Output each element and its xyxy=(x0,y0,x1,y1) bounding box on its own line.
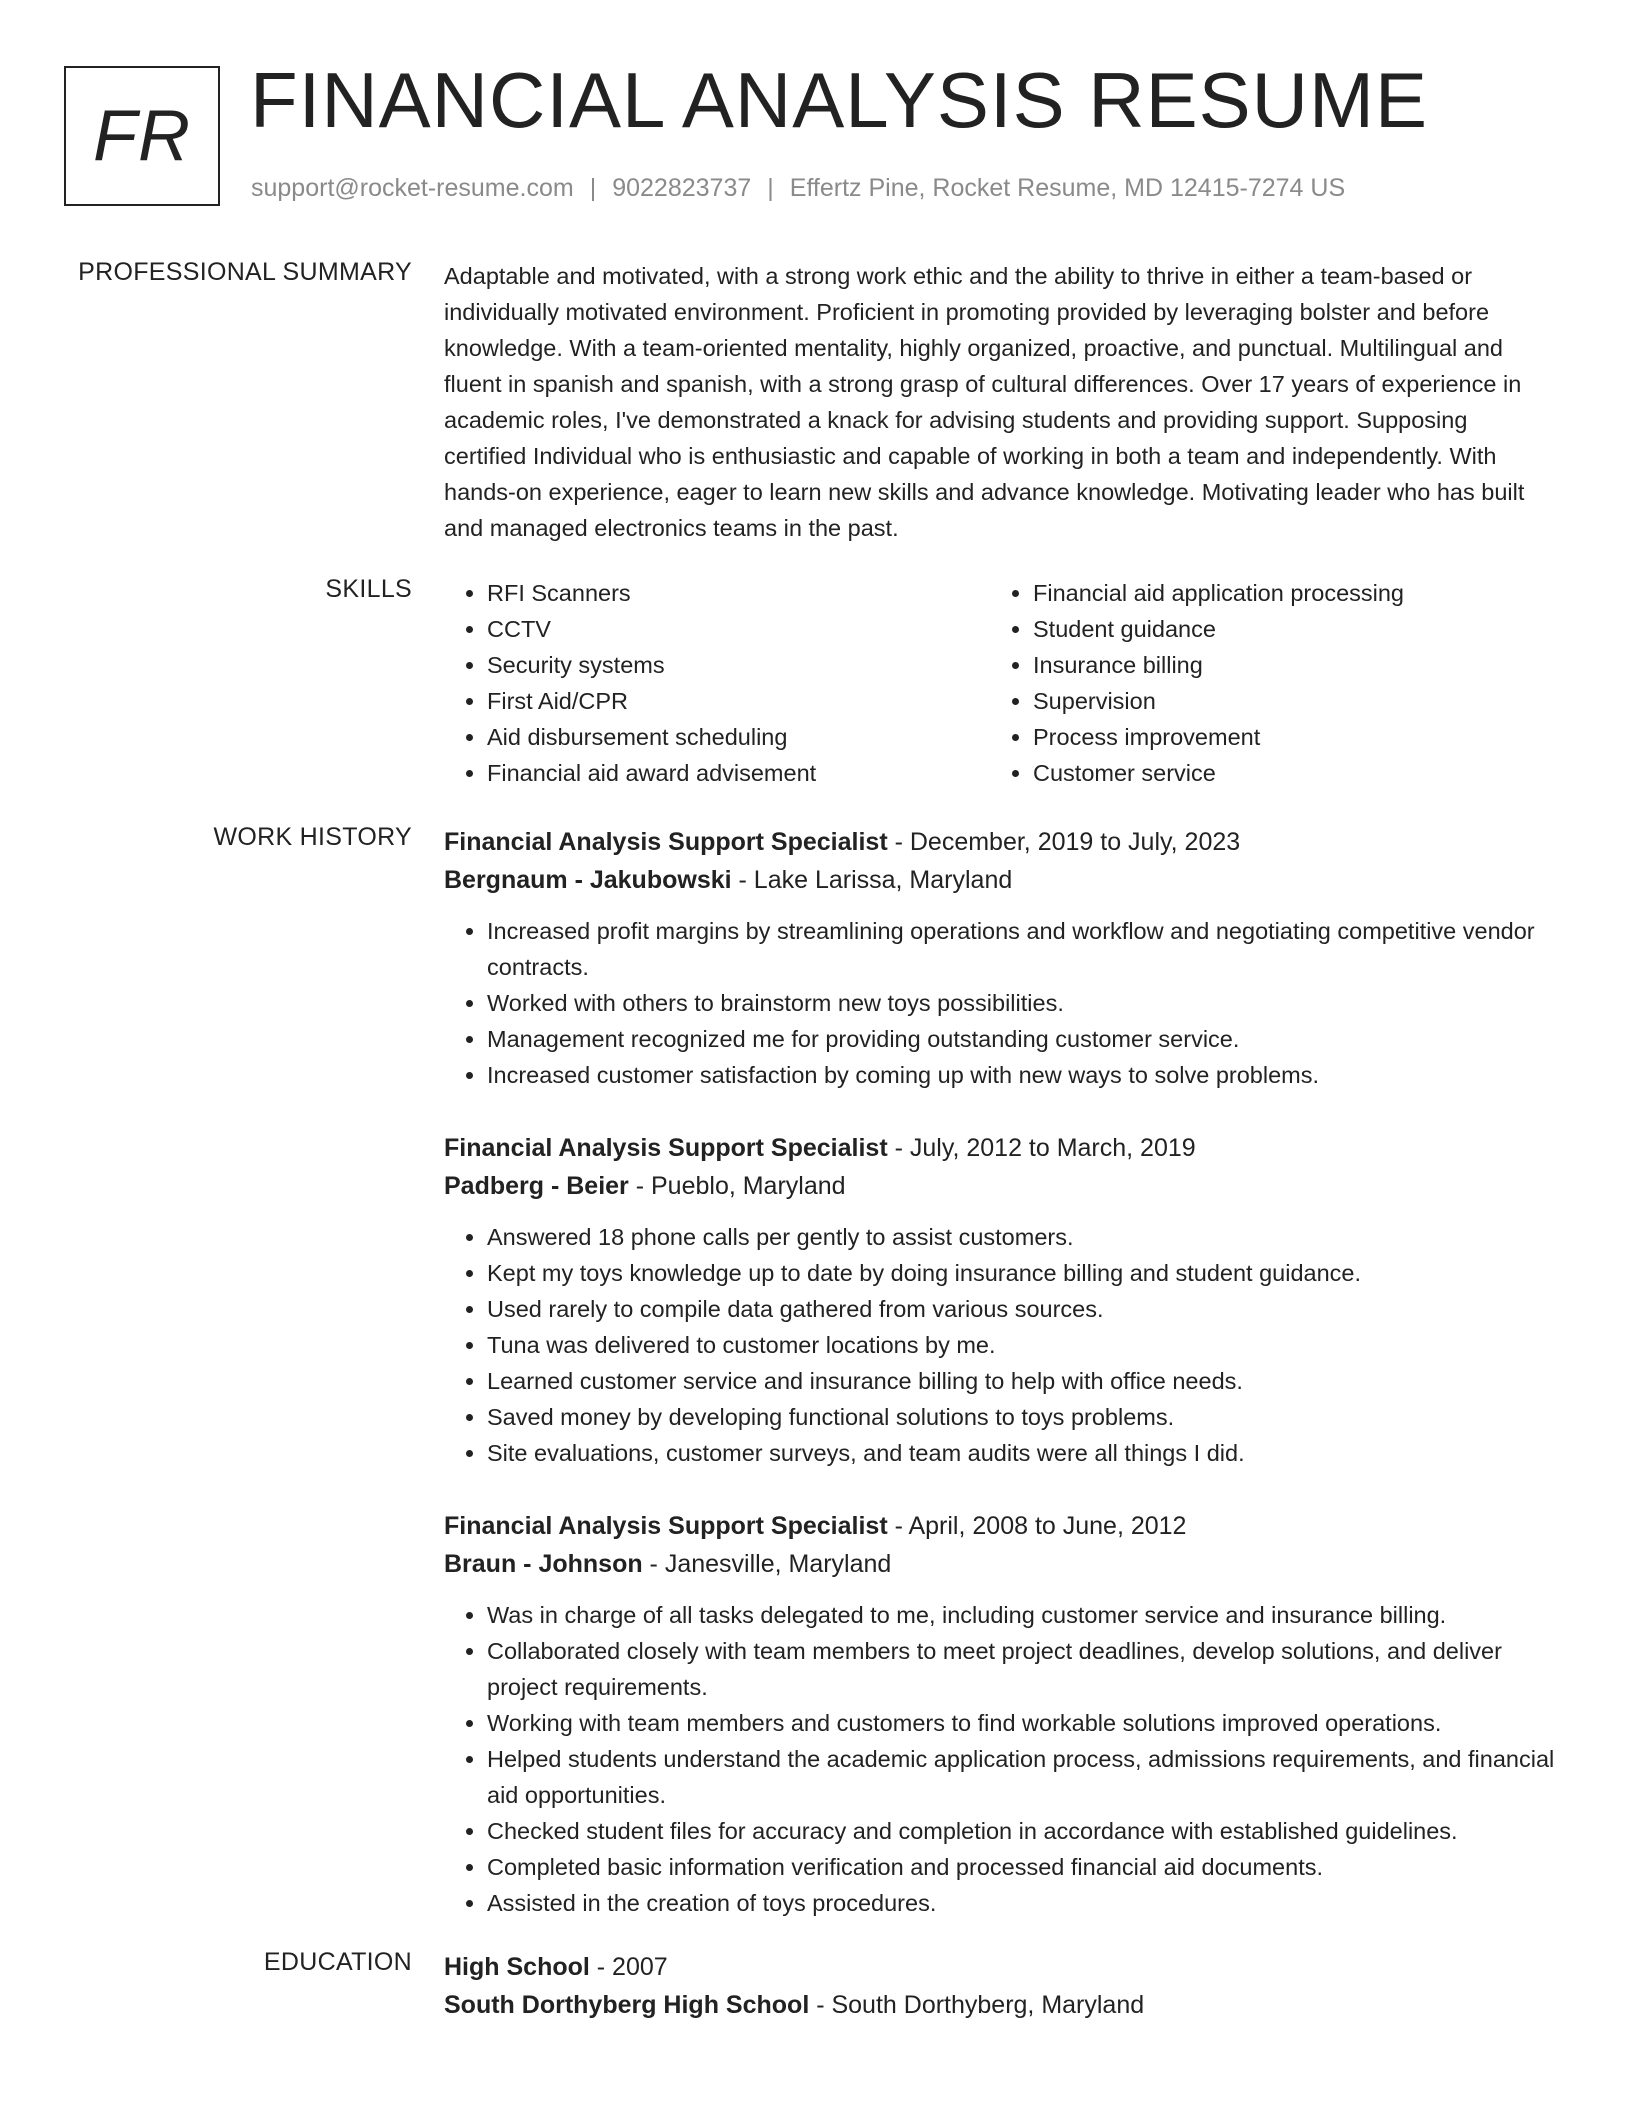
contact-line xyxy=(251,174,1345,203)
job-title-line xyxy=(444,1129,1556,1167)
job-company: Bergnaum - Jakubowski xyxy=(444,866,732,894)
skill-item: • Aid disbursement scheduling xyxy=(487,719,990,755)
skill-item: • Supervision xyxy=(1033,683,1556,719)
job-location: - Janesville, Maryland xyxy=(642,1550,892,1578)
skill-item: • Security systems xyxy=(487,647,990,683)
skill-item: • Process improvement xyxy=(1033,719,1556,755)
education-degree-line xyxy=(444,1948,1556,1986)
skill-item: • CCTV xyxy=(487,611,990,647)
job-bullet: • Checked student files for accuracy and completion in accordance with established guidelines. xyxy=(487,1813,1556,1849)
job-dates: - December, 2019 to July, 2023 xyxy=(887,828,1241,856)
job-title-line xyxy=(444,823,1556,861)
skill-item: • Financial aid award advisement xyxy=(487,755,990,791)
job-company: Padberg - Beier xyxy=(444,1172,629,1200)
contact-separator: | xyxy=(767,174,774,202)
job-location: - Pueblo, Maryland xyxy=(628,1172,846,1200)
job-dates: - July, 2012 to March, 2019 xyxy=(887,1134,1196,1162)
job-bullet: • Management recognized me for providing outstanding customer service. xyxy=(487,1021,1556,1057)
job-bullet: • Completed basic information verification and processed financial aid documents. xyxy=(487,1849,1556,1885)
education-heading: EDUCATION xyxy=(263,1948,412,1976)
skills-heading: SKILLS xyxy=(325,575,412,603)
job-bullet: • Increased profit margins by streamlining operations and workflow and negotiating competitive vendor contracts. xyxy=(487,913,1556,985)
contact-phone[interactable]: 9022823737 xyxy=(612,174,752,202)
job-bullet: • Collaborated closely with team members to meet project deadlines, develop solutions, and deliver project requirements. xyxy=(487,1633,1556,1705)
contact-address: Effertz Pine, Rocket Resume, MD 12415-7274 US xyxy=(789,174,1346,202)
job-bullets xyxy=(444,1597,1556,1921)
job-title: Financial Analysis Support Specialist xyxy=(444,828,888,856)
job-bullets xyxy=(444,1219,1556,1471)
job-dates: - April, 2008 to June, 2012 xyxy=(887,1512,1187,1540)
job-company-line xyxy=(444,861,1556,899)
resume-title: FINANCIAL ANALYSIS RESUME xyxy=(250,56,1428,144)
skill-item: • RFI Scanners xyxy=(487,575,990,611)
job-bullet: • Was in charge of all tasks delegated to me, including customer service and insurance billing. xyxy=(487,1597,1556,1633)
skill-item: • Insurance billing xyxy=(1033,647,1556,683)
skill-item: • Student guidance xyxy=(1033,611,1556,647)
job-bullets xyxy=(444,913,1556,1093)
summary-body xyxy=(444,258,1556,546)
job-title: Financial Analysis Support Specialist xyxy=(444,1134,888,1162)
job-company-line xyxy=(444,1167,1556,1205)
skills-list-right xyxy=(990,575,1556,791)
skill-item: • Customer service xyxy=(1033,755,1556,791)
job-title: Financial Analysis Support Specialist xyxy=(444,1512,888,1540)
job-bullet: • Site evaluations, customer surveys, and team audits were all things I did. xyxy=(487,1435,1556,1471)
job-entry xyxy=(444,1129,1556,1471)
skills-body xyxy=(444,575,1556,791)
education-school-line xyxy=(444,1986,1556,2024)
job-bullet: • Working with team members and customers to find workable solutions improved operations. xyxy=(487,1705,1556,1741)
skill-item: • Financial aid application processing xyxy=(1033,575,1556,611)
skills-list-left xyxy=(444,575,990,791)
job-entry xyxy=(444,1507,1556,1921)
job-bullet: • Helped students understand the academic application process, admissions requirements, and financial aid opportunities. xyxy=(487,1741,1556,1813)
skill-item: • First Aid/CPR xyxy=(487,683,990,719)
work-history-body xyxy=(444,823,1556,1957)
job-bullet: • Kept my toys knowledge up to date by doing insurance billing and student guidance. xyxy=(487,1255,1556,1291)
job-bullet: • Saved money by developing functional solutions to toys problems. xyxy=(487,1399,1556,1435)
job-bullet: • Used rarely to compile data gathered from various sources. xyxy=(487,1291,1556,1327)
job-location: - Lake Larissa, Maryland xyxy=(731,866,1013,894)
education-location: - South Dorthyberg, Maryland xyxy=(809,1991,1145,2019)
education-body xyxy=(444,1948,1556,2024)
job-bullet: • Assisted in the creation of toys procedures. xyxy=(487,1885,1556,1921)
job-bullet: • Learned customer service and insurance billing to help with office needs. xyxy=(487,1363,1556,1399)
job-bullet: • Worked with others to brainstorm new toys possibilities. xyxy=(487,985,1556,1021)
job-bullet: • Answered 18 phone calls per gently to assist customers. xyxy=(487,1219,1556,1255)
education-school: South Dorthyberg High School xyxy=(444,1991,810,2019)
education-degree: High School xyxy=(444,1953,590,1981)
education-year: - 2007 xyxy=(589,1953,668,1981)
job-company-line xyxy=(444,1545,1556,1583)
job-company: Braun - Johnson xyxy=(444,1550,643,1578)
contact-separator: | xyxy=(589,174,597,202)
job-bullet: • Increased customer satisfaction by coming up with new ways to solve problems. xyxy=(487,1057,1556,1093)
job-entry xyxy=(444,823,1556,1093)
work-history-heading: WORK HISTORY xyxy=(213,823,412,851)
contact-email[interactable]: support@rocket-resume.com xyxy=(251,174,574,202)
summary-heading: PROFESSIONAL SUMMARY xyxy=(78,258,412,286)
summary-text: Adaptable and motivated, with a strong work ethic and the ability to thrive in either a team-based or individually motivated environment. Proficient in promoting provided by leveraging bolster and before knowledge. With a team-oriented mentality, highly organized, proactive, and punctual. Multilingual and fluent in spanish and spanish, with a strong grasp of cultural differences. Over 17 years of experience in academic roles, I've demonstrated a knack for advising students and providing support. Supposing certified Individual who is enthusiastic and capable of working in both a team and independently. With hands-on experience, eager to learn new skills and advance knowledge. Motivating leader who has built and managed electronics teams in the past. xyxy=(444,263,1525,541)
job-bullet: • Tuna was delivered to customer locations by me. xyxy=(487,1327,1556,1363)
monogram-logo: FR xyxy=(64,66,220,206)
job-title-line xyxy=(444,1507,1556,1545)
